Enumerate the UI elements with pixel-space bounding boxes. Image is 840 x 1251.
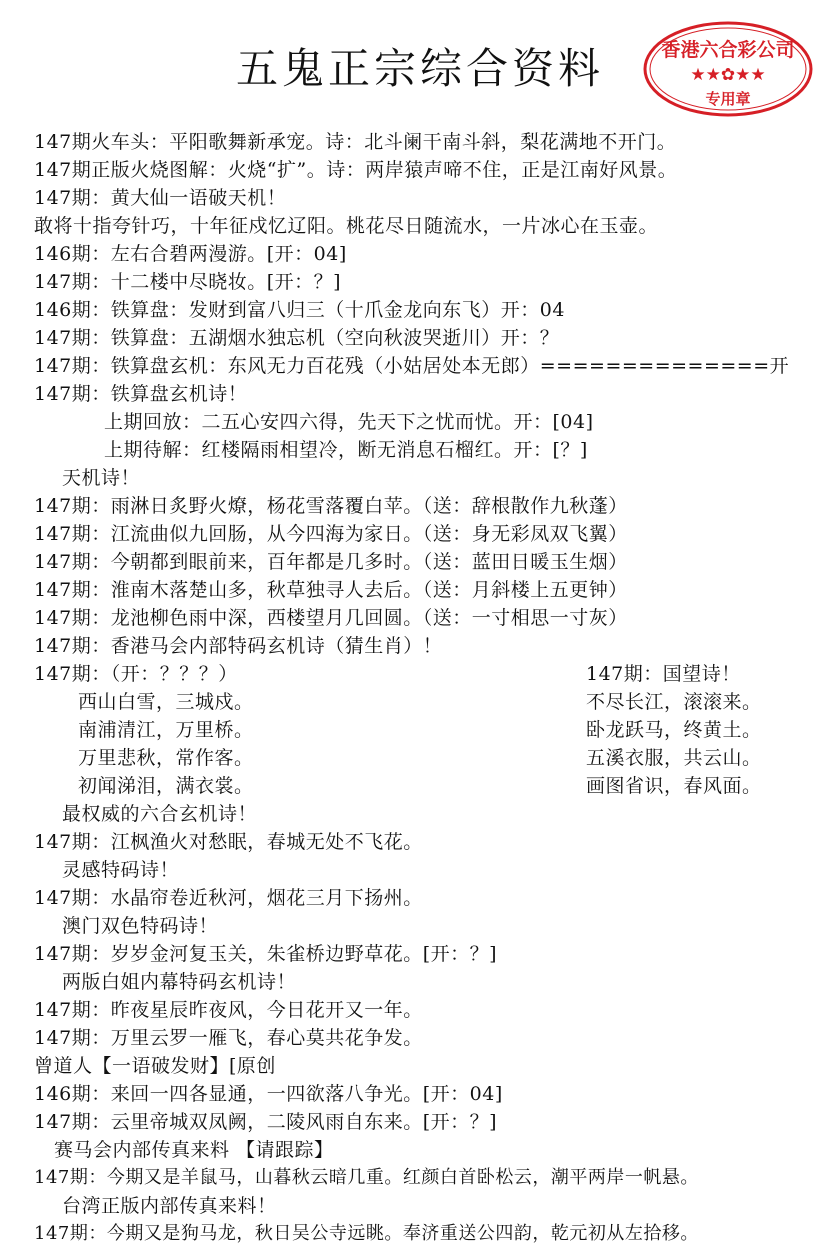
page-title: 五鬼正宗综合资料 <box>235 44 604 93</box>
poem-line: 万里悲秋，常作客。 <box>78 747 254 769</box>
poem-line: 西山白雪，三城戍。 <box>78 691 254 713</box>
text-line: 147期正版火烧图解：火烧“扩”。诗：两岸猿声啼不住，正是江南好风景。 <box>34 159 678 181</box>
text-line: 147期：黄大仙一语破天机！ <box>34 187 287 209</box>
text-line: 147期：（开：？？？） <box>34 663 238 685</box>
text-line: 146期：来回一四各显通，一四欲落八争光。[开：04] <box>34 1083 503 1105</box>
section-heading: 赛马会内部传真来料 【请跟踪】 <box>54 1139 334 1161</box>
text-line: 147期：江枫渔火对愁眠，春城无处不飞花。 <box>34 831 423 853</box>
seal-bottom-text: 专用章 <box>705 90 751 108</box>
section-heading: 天机诗！ <box>62 467 141 489</box>
section-heading: 澳门双色特码诗！ <box>62 915 219 937</box>
text-line: 147期：岁岁金河复玉关，朱雀桥边野草花。[开：？] <box>34 943 498 965</box>
section-heading: 曾道人【一语破发财】[原创 <box>34 1055 276 1077</box>
text-line: 147期：云里帝城双凤阙，二陵风雨自东来。[开：？] <box>34 1111 498 1133</box>
poem-line: 五溪衣服，共云山。 <box>586 747 762 769</box>
text-line: 147期：今朝都到眼前来，百年都是几多时。（送：蓝田日暖玉生烟） <box>34 551 628 573</box>
text-line: 上期待解：红楼隔雨相望冷，断无消息石榴红。开：[？] <box>104 439 588 461</box>
poem-line: 初闻涕泪，满衣裳。 <box>78 775 254 797</box>
text-line: 147期：今期又是狗马龙，秋日吴公寺远眺。奉济重送公四韵，乾元初从左拾移。 <box>34 1223 699 1244</box>
text-line: 147期：江流曲似九回肠，从今四海为家日。（送：身无彩凤双飞翼） <box>34 523 628 545</box>
text-line: 147期：十二楼中尽晓妆。[开：？] <box>34 271 342 293</box>
text-line: 147期：水晶帘卷近秋河，烟花三月下扬州。 <box>34 887 423 909</box>
text-line: 147期：香港马会内部特码玄机诗（猜生肖）！ <box>34 635 443 657</box>
seal-stars: ★★✿★★ <box>690 65 766 85</box>
text-line: 147期：铁算盘：五湖烟水独忘机（空向秋波哭逝川）开：？ <box>34 327 560 349</box>
poem-line: 不尽长江，滚滚来。 <box>586 691 762 713</box>
text-line: 147期：国望诗！ <box>586 663 741 685</box>
poem-line: 画图省识，春风面。 <box>586 775 762 797</box>
poem-line: 卧龙跃马，终黄土。 <box>586 719 762 741</box>
text-line: 147期：雨淋日炙野火燎，杨花雪落覆白苹。（送：辞根散作九秋蓬） <box>34 495 628 517</box>
section-heading: 两版白姐内幕特码玄机诗！ <box>62 971 297 993</box>
text-line: 敢将十指夸针巧，十年征戍忆辽阳。桃花尽日随流水，一片冰心在玉壶。 <box>34 215 659 237</box>
text-line: 147期：今期又是羊鼠马，山暮秋云暗几重。红颜白首卧松云，潮平两岸一帆悬。 <box>34 1167 699 1188</box>
seal-top-text: 香港六合彩公司 <box>661 39 795 61</box>
text-line: 147期：昨夜星辰昨夜风，今日花开又一年。 <box>34 999 423 1021</box>
section-heading: 灵感特码诗！ <box>62 859 180 881</box>
company-seal <box>642 20 814 118</box>
text-line: 147期火车头：平阳歌舞新承宠。诗：北斗阑干南斗斜，梨花满地不开门。 <box>34 131 677 153</box>
text-line: 146期：铁算盘：发财到富八归三（十爪金龙向东飞）开：04 <box>34 299 565 321</box>
text-line: 上期回放：二五心安四六得，先天下之忧而忧。开：[04] <box>104 411 594 433</box>
section-heading: 台湾正版内部传真来料！ <box>62 1195 277 1217</box>
text-line: 147期：万里云罗一雁飞，春心莫共花争发。 <box>34 1027 423 1049</box>
text-line: 147期：铁算盘玄机诗！ <box>34 383 248 405</box>
text-line: 147期：铁算盘玄机：东风无力百花残（小姑居处本无郎）==============开 <box>34 355 790 377</box>
text-line: 146期：左右合碧两漫游。[开：04] <box>34 243 347 265</box>
section-heading: 最权威的六合玄机诗！ <box>62 803 258 825</box>
text-line: 147期：龙池柳色雨中深，西楼望月几回圆。（送：一寸相思一寸灰） <box>34 607 628 629</box>
poem-line: 南浦清江，万里桥。 <box>78 719 254 741</box>
text-line: 147期：淮南木落楚山多，秋草独寻人去后。（送：月斜楼上五更钟） <box>34 579 628 601</box>
